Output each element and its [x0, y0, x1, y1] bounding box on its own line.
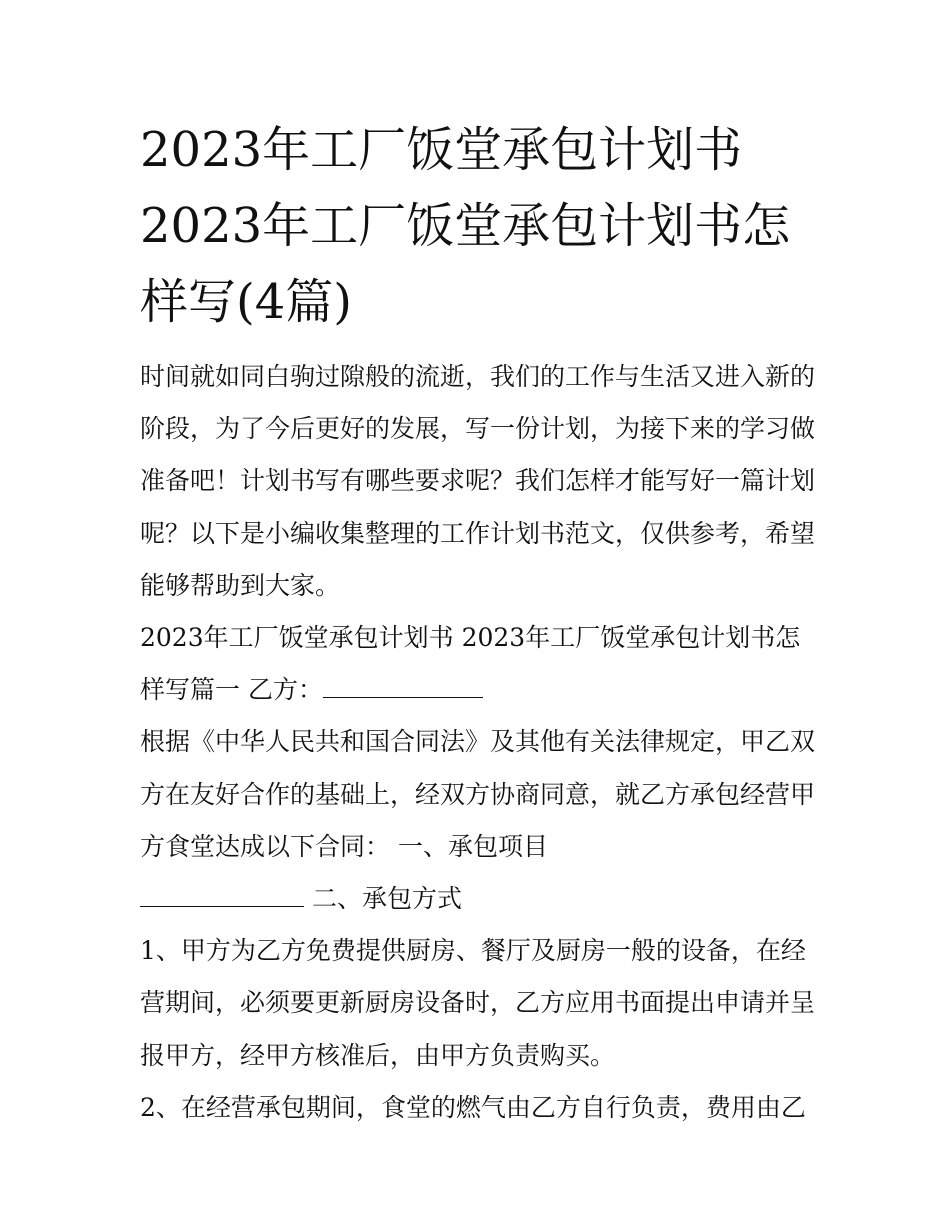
clause-1-paragraph: 1、甲方为乙方免费提供厨房、餐厅及厨房一般的设备，在经营期间，必须要更新厨房设备时，乙方应用书面提出申请并呈报甲方，经甲方核准后，由甲方负责购买。 — [140, 936, 816, 1070]
method-paragraph — [140, 873, 815, 925]
section-heading-paragraph — [140, 612, 815, 716]
basis-paragraph: 根据《中华人民共和国合同法》及其他有关法律规定，甲乙双方在友好合作的基础上，经双方协商同意，就乙方承包经营甲方食堂达成以下合同： 一、承包项目 — [140, 727, 816, 861]
method-heading: 二、承包方式 — [312, 884, 463, 914]
title-line-1: 2023年工厂饭堂承包计划书 — [140, 122, 743, 178]
document-title — [140, 112, 820, 340]
intro-paragraph: 时间就如同白驹过隙般的流逝，我们的工作与生活又进入新的阶段，为了今后更好的发展，写一份计划，为接下来的学习做准备吧！计划书写有哪些要求呢？我们怎样才能写好一篇计划呢？以下是小编收集整理的工作计划书范文，仅供参考，希望能够帮助到大家。 — [140, 362, 816, 600]
project-blank-line — [140, 884, 304, 907]
document-body — [140, 351, 815, 1134]
party-b-blank-line — [323, 675, 483, 698]
section-heading: 2023年工厂饭堂承包计划书 2023年工厂饭堂承包计划书怎样写篇一 乙方： — [140, 623, 801, 705]
clause-2-paragraph: 2、在经营承包期间，食堂的燃气由乙方自行负责，费用由乙 — [140, 1092, 806, 1122]
title-line-2: 2023年工厂饭堂承包计划书怎样写(4篇) — [140, 198, 791, 330]
